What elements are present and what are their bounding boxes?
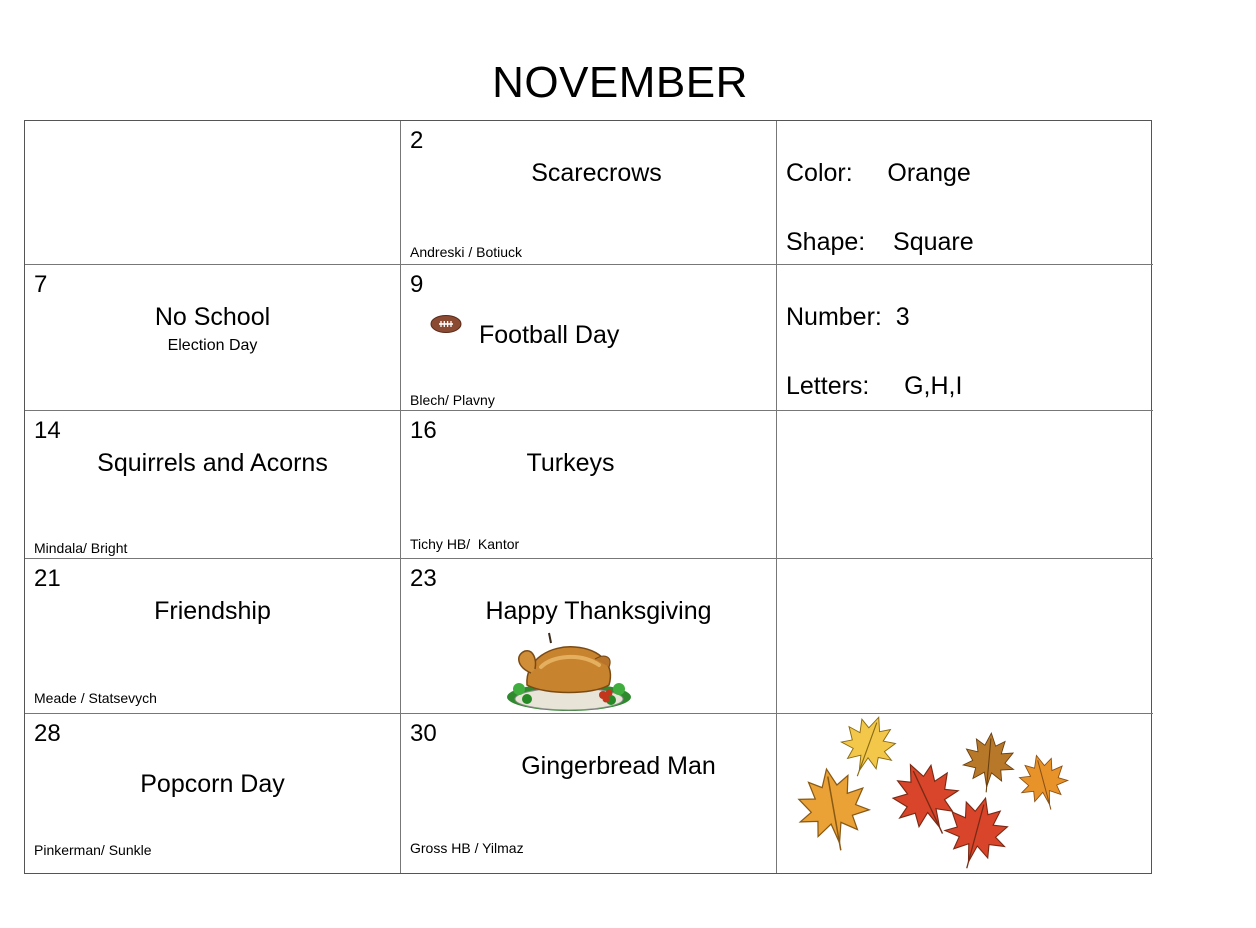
- number-info: Number: 3: [786, 303, 910, 331]
- cell-leaves: [777, 714, 1153, 873]
- autumn-leaves-icon: [785, 714, 1085, 877]
- calendar-grid: [24, 120, 1152, 874]
- day-number: 14: [34, 417, 61, 444]
- day-number: 7: [34, 271, 48, 298]
- event-title: Football Day: [479, 321, 620, 349]
- color-info: Color: Orange: [786, 159, 971, 187]
- cell-info-number-letters: [777, 265, 1153, 411]
- cell-empty-r0c0: [25, 121, 401, 265]
- teachers-label: Mindala/ Bright: [34, 540, 128, 556]
- page-title: NOVEMBER: [492, 58, 748, 107]
- day-number: 30: [410, 720, 437, 747]
- day-number: 16: [410, 417, 437, 444]
- event-title: Scarecrows: [531, 159, 662, 187]
- cell-day-14: [25, 411, 401, 559]
- day-number: 2: [410, 127, 424, 154]
- teachers-label: Pinkerman/ Sunkle: [34, 842, 152, 858]
- teachers-label: Meade / Statsevych: [34, 690, 157, 706]
- day-number: 23: [410, 565, 437, 592]
- event-title: Friendship: [154, 597, 271, 625]
- football-icon: [429, 313, 463, 340]
- cell-day-28: [25, 714, 401, 873]
- day-number: 21: [34, 565, 61, 592]
- cell-empty-r3c2: [777, 559, 1153, 714]
- teachers-label: Blech/ Plavny: [410, 392, 495, 408]
- teachers-label: Gross HB / Yilmaz: [410, 840, 524, 856]
- event-title: Happy Thanksgiving: [485, 597, 712, 625]
- letters-info: Letters: G,H,I: [786, 372, 963, 400]
- cell-day-9: [401, 265, 777, 411]
- day-number: 9: [410, 271, 424, 298]
- cell-info-color-shape: [777, 121, 1153, 265]
- event-title: Turkeys: [526, 449, 615, 477]
- shape-info: Shape: Square: [786, 228, 974, 256]
- teachers-label: Tichy HB/ Kantor: [410, 536, 520, 552]
- teachers-label: Andreski / Botiuck: [410, 244, 523, 260]
- cell-day-16: [401, 411, 777, 559]
- cell-day-30: [401, 714, 777, 873]
- day-number: 28: [34, 720, 61, 747]
- cell-empty-r2c2: [777, 411, 1153, 559]
- cell-day-21: [25, 559, 401, 714]
- event-title: Popcorn Day: [140, 770, 285, 798]
- cell-day-2: [401, 121, 777, 265]
- roast-turkey-icon: [505, 629, 635, 720]
- event-title: Gingerbread Man: [521, 752, 716, 780]
- event-title: Squirrels and Acorns: [97, 449, 328, 477]
- cell-day-23: [401, 559, 777, 714]
- event-title: No School: [154, 303, 271, 331]
- cell-day-7: [25, 265, 401, 411]
- event-note: Election Day: [167, 337, 258, 354]
